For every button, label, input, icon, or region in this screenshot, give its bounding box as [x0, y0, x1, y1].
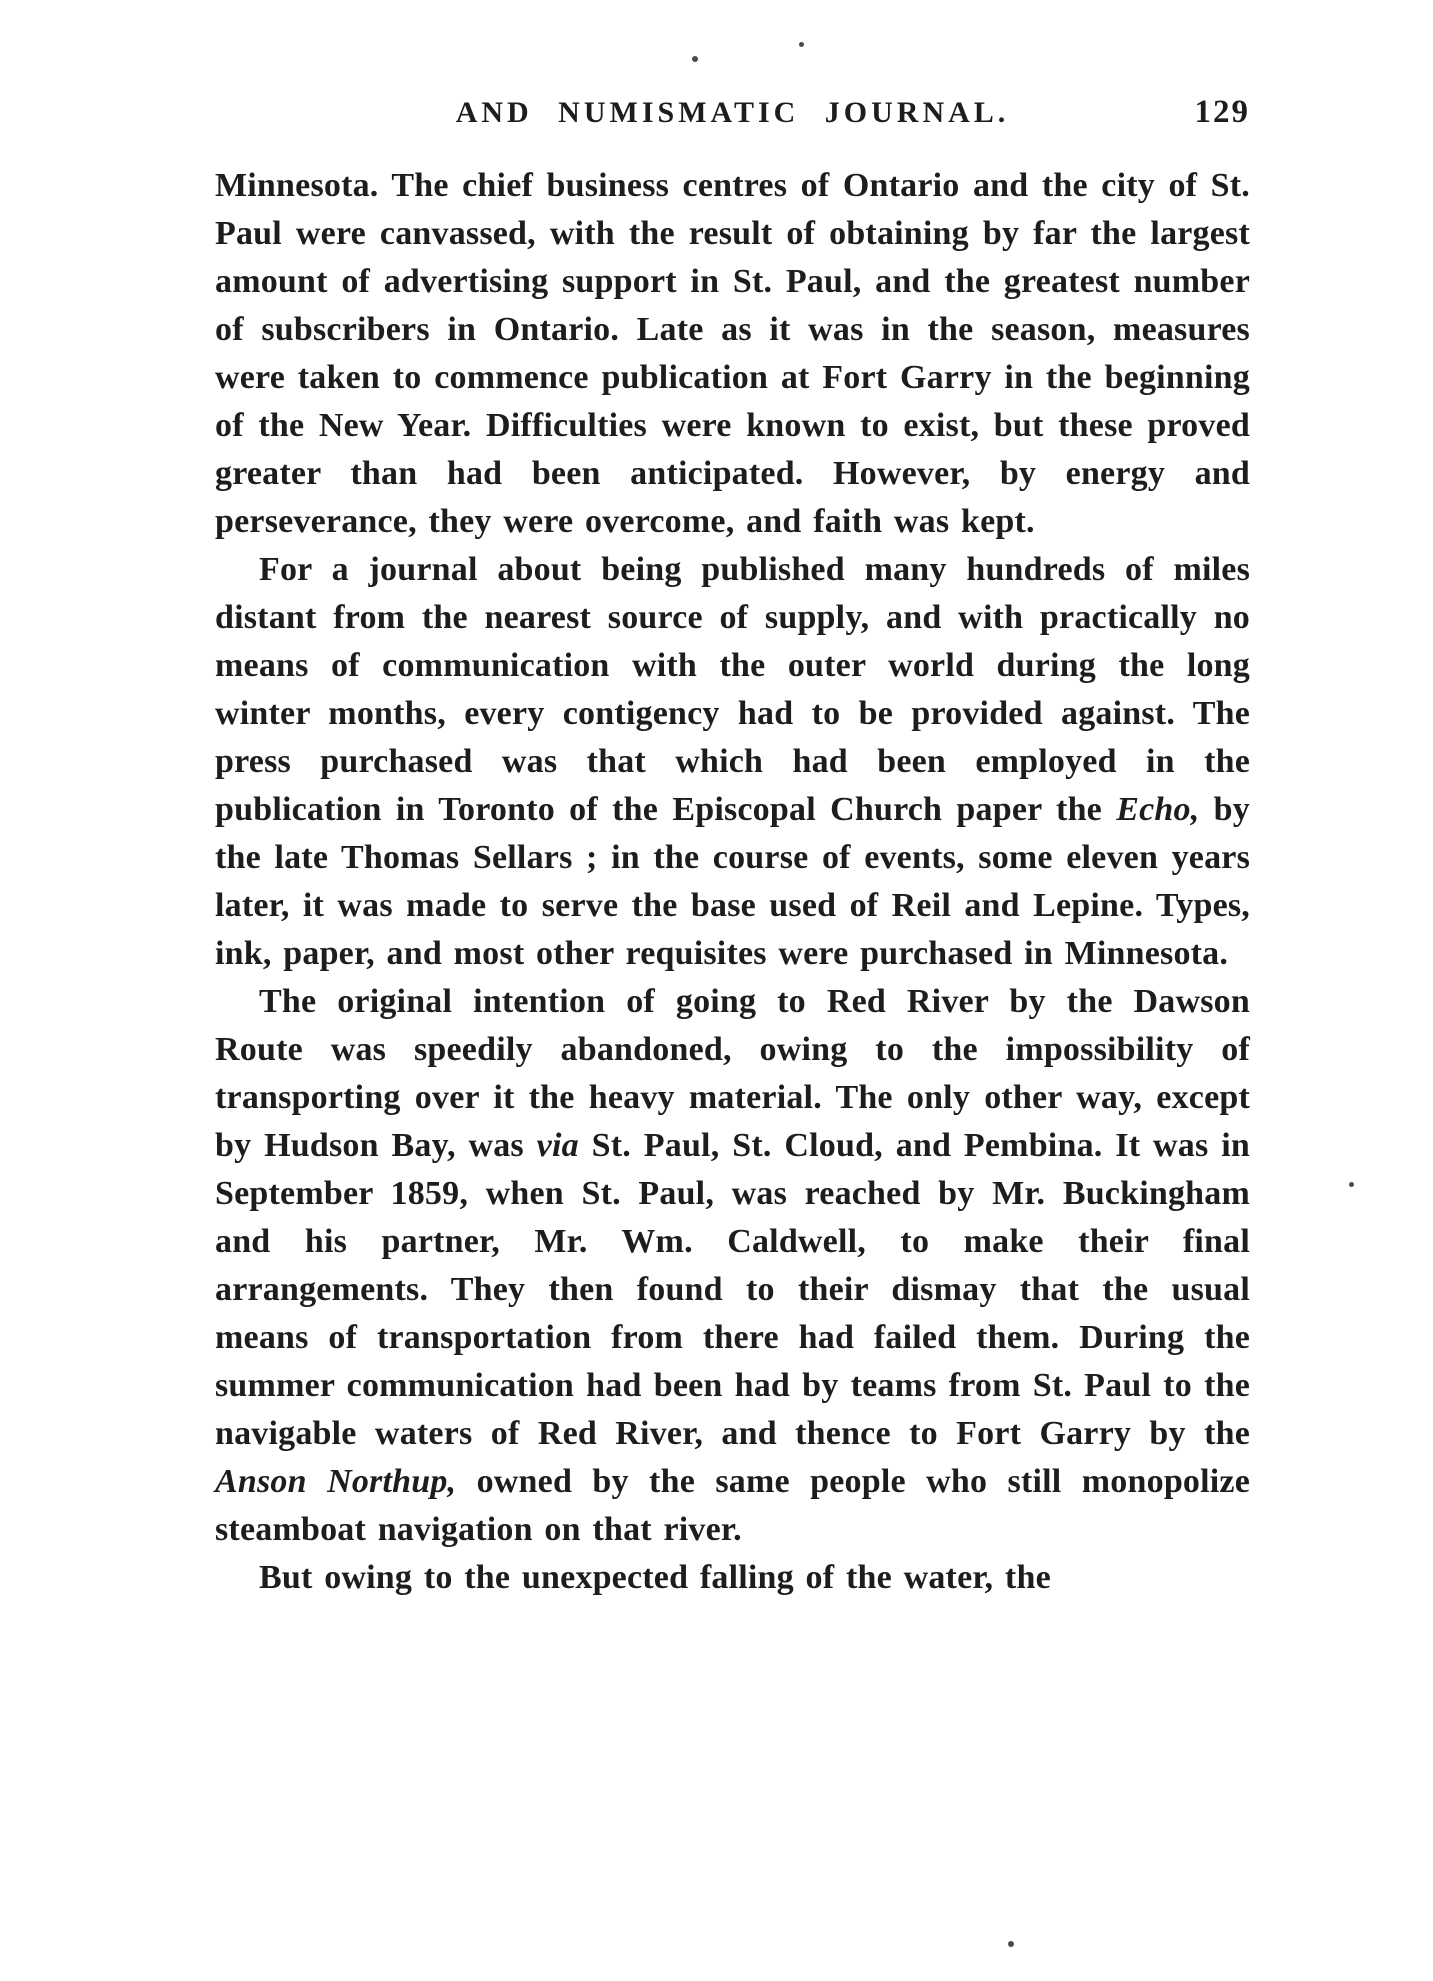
- scan-speck: [1008, 1941, 1014, 1947]
- journal-title: AND NUMISMATIC JOURNAL.: [455, 96, 1010, 129]
- page-number: 129: [1194, 94, 1250, 130]
- paragraph: [215, 162, 1250, 546]
- paragraph: [215, 978, 1250, 1554]
- paragraph: [215, 546, 1250, 978]
- italic-text: via: [536, 1127, 579, 1164]
- paragraph: [215, 1554, 1250, 1602]
- text-segment: by the late Thomas Sellars ; in the course of events, some eleven years later, it was made to serve the base used of Reil and Lepine. Types, ink, paper, and most other requisites were purchased in Minnesota.: [215, 791, 1250, 972]
- text-segment: For a journal about being published many hundreds of miles distant from the nearest source of supply, and with practically no means of communication with the outer world during the long winter months, every contigency had to be provided against. The press purchased was that which had been employed in the publication in Toronto of the Episcopal Church paper the: [215, 551, 1250, 828]
- text-segment: The original intention of going to Red River by the Dawson Route was speedily abandoned, owing to the impossibility of transporting over it the heavy material. The only other way, except by Hudson Bay, was: [215, 983, 1250, 1164]
- text-segment: owned by the same people who still monopolize steamboat navigation on that river.: [215, 1463, 1250, 1548]
- scan-speck: [692, 56, 698, 62]
- text-segment: St. Paul, St. Cloud, and Pembina. It was in September 1859, when St. Paul, was reached by Mr. Buckingham and his partner, Mr. Wm. Caldwell, to make their final arrangements. They then found to their dismay that the usual means of transportation from there had failed them. During the summer communication had been had by teams from St. Paul to the navigable waters of Red River, and thence to Fort Garry by the: [215, 1127, 1251, 1452]
- text-segment: But owing to the unexpected falling of the water, the: [259, 1559, 1051, 1596]
- scan-speck: [1349, 1182, 1354, 1187]
- italic-text: Anson Northup,: [215, 1463, 457, 1500]
- text-segment: Minnesota. The chief business centres of Ontario and the city of St. Paul were canvassed, with the result of obtaining by far the largest amount of advertising support in St. Paul, and the greatest number of subscribers in Ontario. Late as it was in the season, measures were taken to commence publication at Fort Garry in the beginning of the New Year. Difficulties were known to exist, but these proved greater than had been anticipated. However, by energy and perseverance, they were overcome, and faith was kept.: [215, 167, 1250, 540]
- page-body: [215, 162, 1250, 1602]
- page-header: [215, 96, 1250, 140]
- scan-speck: [799, 42, 804, 47]
- italic-text: Echo,: [1116, 791, 1200, 828]
